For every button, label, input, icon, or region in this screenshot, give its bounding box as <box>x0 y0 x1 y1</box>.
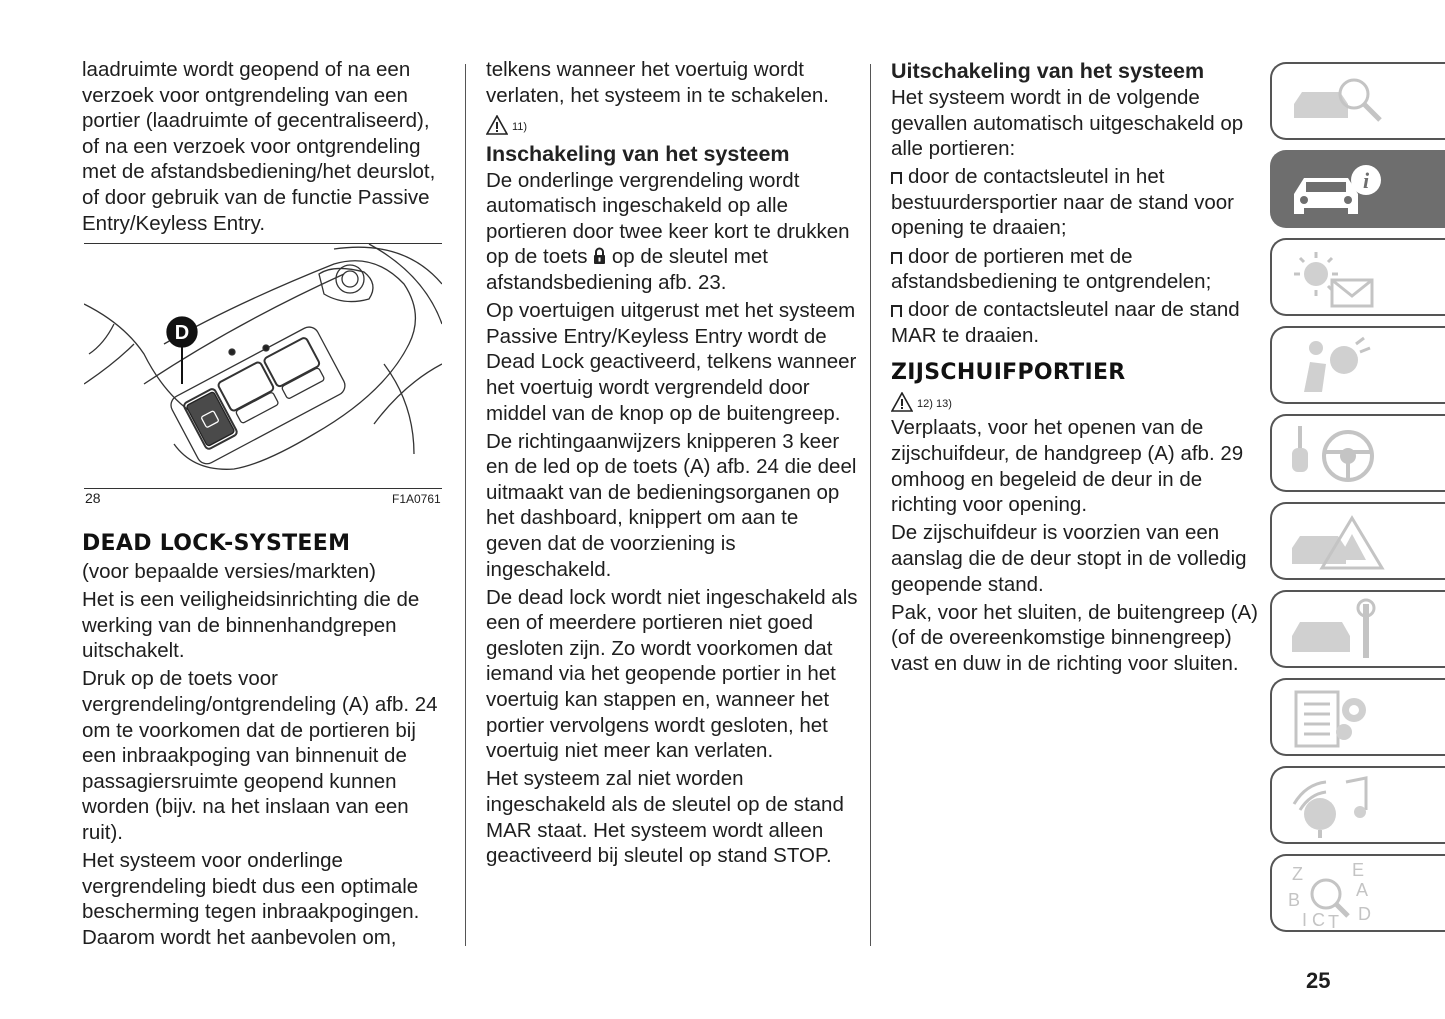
tab-car-info[interactable] <box>1270 150 1445 228</box>
column-middle <box>486 57 858 871</box>
figure-callout-label: D <box>174 322 190 344</box>
bullet-icon <box>891 172 902 184</box>
intro-paragraph: telkens wanneer het voertuig wordt verlaten, het systeem in te schakelen. <box>486 58 829 107</box>
column-right <box>891 58 1261 679</box>
tab-multimedia[interactable] <box>1270 766 1445 844</box>
multimedia-music-icon <box>1286 774 1396 840</box>
paragraph: (voor bepaalde versies/markten) <box>82 560 376 583</box>
paragraph: Het systeem wordt in de volgende gevallen automatisch uitgeschakeld op alle portieren: <box>891 86 1244 161</box>
svg-text:D: D <box>1358 904 1371 924</box>
bullet-item: door de portieren met de afstandsbediening te ontgrendelen; <box>891 244 1212 294</box>
lock-icon <box>593 247 606 265</box>
tab-safety[interactable] <box>1270 326 1445 404</box>
specifications-gears-icon <box>1286 686 1396 752</box>
svg-text:E: E <box>1352 862 1365 880</box>
tab-starting-driving[interactable] <box>1270 414 1445 492</box>
svg-text:C: C <box>1312 910 1325 928</box>
dead-lock-section <box>82 531 446 953</box>
paragraph: De onderlinge vergrendeling wordt automatisch ingeschakeld op alle portieren door twee keer kort te drukken op de toets op de sleutel met afstandsbediening afb. 23. <box>486 168 850 295</box>
svg-text:B: B <box>1288 890 1301 910</box>
bullet-icon <box>891 305 902 317</box>
figure-window-switch-panel <box>84 244 442 488</box>
tab-warning-lights[interactable] <box>1270 238 1445 316</box>
paragraph: Het systeem zal niet worden ingeschakeld als de sleutel op de stand MAR staat. Het systeem wordt alleen geactiveerd bij sleutel op stand STOP. <box>486 767 844 868</box>
key-steering-wheel-icon <box>1286 422 1396 488</box>
page-number: 25 <box>1306 968 1331 993</box>
section-heading-sliding-door: ZIJSCHUIFPORTIER <box>891 360 1126 386</box>
car-info-icon <box>1286 158 1396 224</box>
paragraph: Verplaats, voor het openen van de zijschuifdeur, de handgreep (A) afb. 29 omhoog en begeleid de deur in de richting voor opening. <box>891 416 1244 517</box>
section-heading-dead-lock: DEAD LOCK-SYSTEEM <box>82 531 351 556</box>
warning-reference <box>891 388 1261 412</box>
warning-triangle-icon <box>891 392 913 412</box>
column-left <box>82 57 446 239</box>
paragraph: Pak, voor het sluiten, de buitengreep (A) (of de overeenkomstige binnengreep) vast en duw in de richting voor sluiten. <box>891 600 1258 675</box>
svg-text:i: i <box>1362 168 1370 193</box>
bullet-item: door de contactsleutel naar de stand MAR te draaien. <box>891 298 1240 347</box>
tab-index[interactable] <box>1270 854 1445 932</box>
warning-refs: 12) 13) <box>917 398 952 411</box>
paragraph: De zijschuifdeur is voorzien van een aanslag die de deur stopt in de volledig geopende stand. <box>891 521 1247 596</box>
svg-text:A: A <box>1356 880 1369 900</box>
figure-number: 28 <box>85 490 101 506</box>
paragraph: De dead lock wordt niet ingeschakeld als een of meerdere portieren niet goed gesloten zijn. Zo wordt voorkomen dat iemand via het geopende portier in het voertuig kan stappen en, wanneer het portier vervolgens wordt gesloten, het voertuig niet meer kan verlaten. <box>486 585 858 763</box>
svg-text:I: I <box>1302 910 1308 928</box>
warning-refs: 11) <box>512 120 528 133</box>
car-search-icon <box>1286 70 1396 136</box>
paragraph: Het is een veiligheidsinrichting die de werking van de binnenhandgrepen uitschakelt. <box>82 588 420 663</box>
tab-maintenance[interactable] <box>1270 590 1445 668</box>
svg-text:T: T <box>1328 912 1339 928</box>
paragraph: Het systeem voor onderlinge vergrendeling biedt dus een optimale bescherming tegen inbraakpogingen. Daarom wordt het aanbevolen om, <box>82 849 420 949</box>
paragraph: De richtingaanwijzers knipperen 3 keer en de led op de toets (A) afb. 24 die deel uitmaakt van de bedieningsorganen op het dashboard, knippert om aan te geven dat de voorziening is ingeschakeld. <box>486 429 857 581</box>
subheading-activation: Inschakeling van het systeem <box>486 141 790 166</box>
paragraph: Op voertuigen uitgerust met het systeem Passive Entry/Keyless Entry wordt de Dead Lock geactiveerd, telkens wanneer het voertuig wordt vergrendeld door middel van de knop op de buitengreep. <box>486 299 857 425</box>
warning-triangle-icon <box>486 115 508 135</box>
figure-bottom-rule <box>84 488 442 489</box>
svg-text:Z: Z <box>1292 864 1303 884</box>
tab-car-search[interactable] <box>1270 62 1445 140</box>
warning-light-message-icon <box>1286 246 1396 312</box>
seat-airbag-icon <box>1286 334 1396 400</box>
column-divider <box>465 64 466 946</box>
intro-paragraph: laadruimte wordt geopend of na een verzoek voor ontgrendeling van een portier (laadruimte of gecentraliseerd), of na een verzoek voor ontgrendeling met de afstandsbediening/het deurslot, of door gebruik van de functie Passive Entry/Keyless Entry. <box>82 58 436 235</box>
paragraph: Druk op de toets voor vergrendeling/ontgrendeling (A) afb. 24 om te voorkomen dat de portieren bij een inbraakpoging van binnenuit de passagiersruimte geopend kunnen worden (bijv. na het inslaan van een ruit). <box>82 667 438 844</box>
car-emergency-triangle-icon <box>1286 510 1396 576</box>
figure-code: F1A0761 <box>392 492 441 506</box>
column-divider <box>870 64 871 946</box>
warning-reference <box>486 111 858 135</box>
bullet-icon <box>891 252 902 264</box>
tab-emergency[interactable] <box>1270 502 1445 580</box>
tab-technical-data[interactable] <box>1270 678 1445 756</box>
bullet-item: door de contactsleutel in het bestuurdersportier naar de stand voor opening te draaien; <box>891 165 1235 240</box>
alphabetical-index-icon <box>1286 862 1396 928</box>
car-maintenance-wrench-icon <box>1286 598 1396 664</box>
subheading-deactivation: Uitschakeling van het systeem <box>891 59 1205 83</box>
